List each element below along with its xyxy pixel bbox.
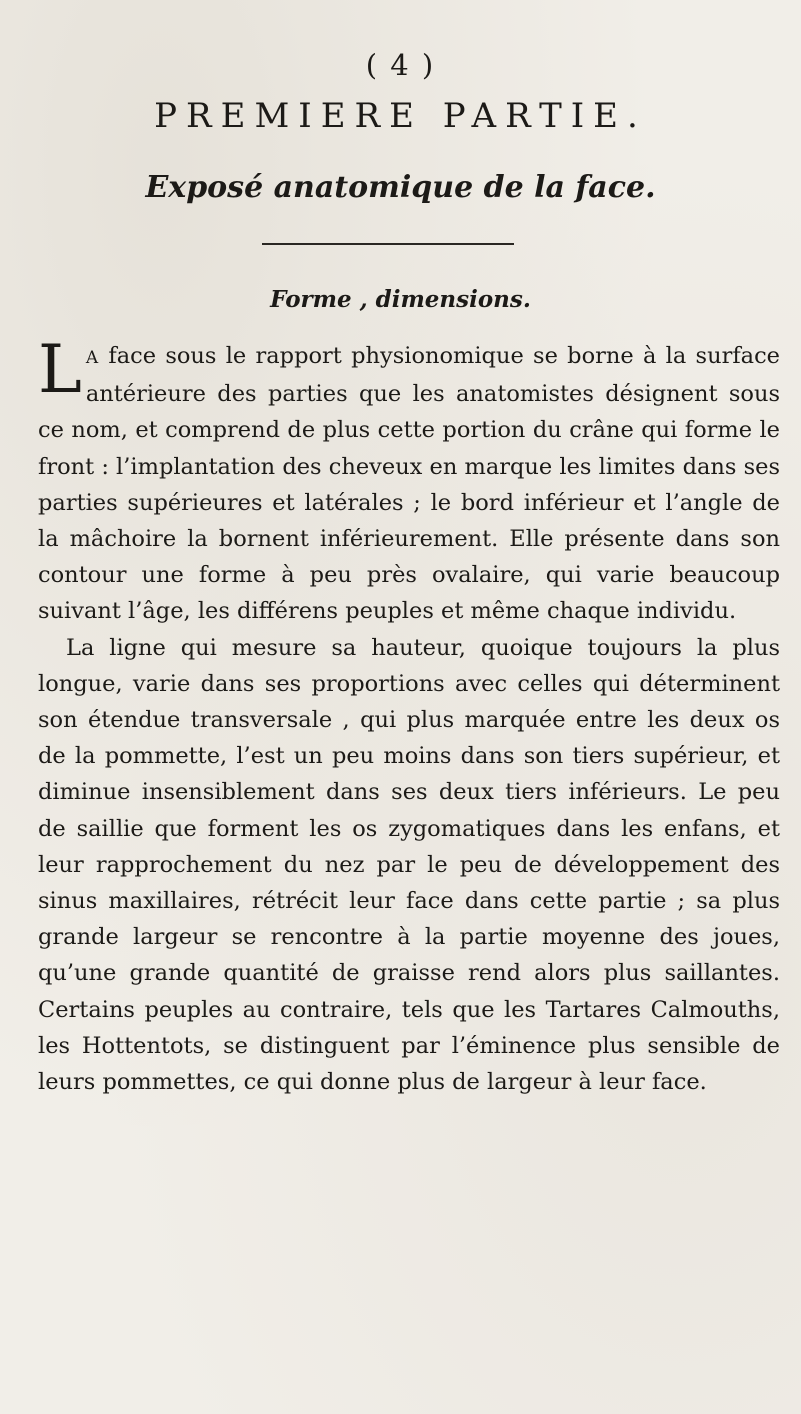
- drop-cap: L: [38, 331, 82, 408]
- page-number: ( 4 ): [365, 48, 436, 82]
- part-title: PREMIERE PARTIE.: [154, 96, 647, 136]
- body-text: [38, 331, 780, 1100]
- subsection-title: Forme , dimensions.: [270, 286, 531, 313]
- paragraph-1-text: face sous le rapport physionomique se borne à la surface antérieure des parties que les anatomistes désignent sous ce nom, et comprend de plus cette portion du crâne qui forme le front : l’implantation des cheveux en marque les limites dans ses parties supérieures et latérales ; le bord inférieur et l’angle de la mâchoire la bornent inférieurement. Elle présente dans son contour une forme à peu près ovalaire, qui varie beaucoup suivant l’âge, les différens peuples et même chaque individu.: [38, 343, 780, 625]
- paragraph-2: La ligne qui mesure sa hauteur, quoique toujours la plus longue, varie dans ses proportions avec celles qui déterminent son étendue transversale , qui plus marquée entre les deux os de la pommette, l’est un peu moins dans son tiers supérieur, et diminue insensiblement dans ses deux tiers inférieurs. Le peu de saillie que forment les os zygomatiques dans les enfans, et leur rapprochement du nez par le peu de développement des sinus maxillaires, rétrécit leur face dans cette partie ; sa plus grande largeur se rencontre à la partie moyenne des joues, qu’une grande quantité de graisse rend alors plus saillantes. Certains peuples au contraire, tels que les Tartares Calmouths, les Hottentots, se distinguent par l’éminence plus sensible de leurs pommettes, ce qui donne plus de largeur à leur face.: [38, 634, 780, 1096]
- paragraph-1: [38, 331, 780, 630]
- section-divider: [262, 243, 514, 245]
- initial-small-caps: A: [85, 348, 100, 368]
- section-title: Exposé anatomique de la face.: [145, 170, 656, 205]
